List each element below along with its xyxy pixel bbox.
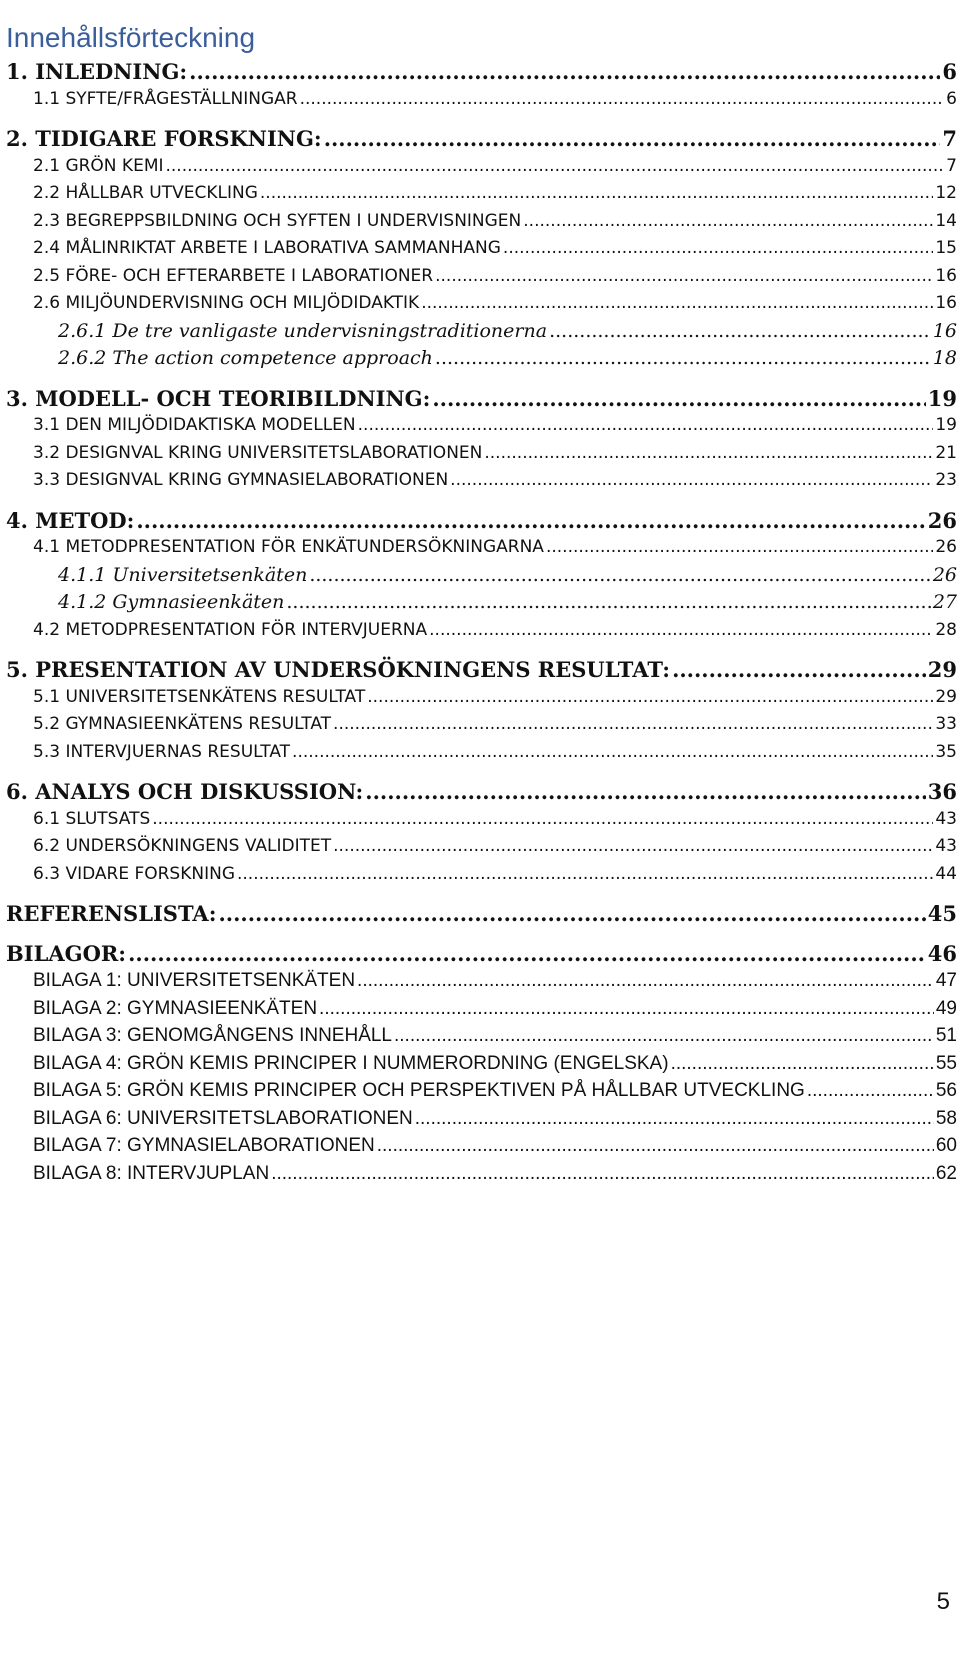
toc-entry-title: 4.2 METODPRESENTATION FÖR INTERVJUERNA	[33, 619, 428, 640]
toc-entry-title: 2.4 MÅLINRIKTAT ARBETE I LABORATIVA SAMMANHANG	[33, 238, 501, 258]
toc-entry-title: 2.5 FÖRE- OCH EFTERARBETE I LABORATIONER	[33, 265, 434, 286]
toc-entry-page: 29	[927, 657, 957, 682]
dot-leader	[319, 995, 934, 1023]
dot-leader	[484, 440, 933, 468]
toc-entry-page: 19	[927, 385, 957, 411]
toc-entry-page: 45	[927, 901, 957, 926]
appendix-entry[interactable]	[6, 1105, 957, 1133]
toc-entry-title: BILAGA 8: INTERVJUPLAN	[33, 1162, 270, 1184]
toc-entry[interactable]	[6, 562, 957, 590]
toc-entry-page: 47	[935, 970, 957, 991]
toc-entry-title: REFERENSLISTA:	[6, 901, 217, 926]
toc-entry[interactable]	[6, 153, 957, 181]
toc-entry[interactable]	[6, 617, 957, 645]
table-of-contents	[6, 58, 957, 1187]
toc-entry-title: BILAGA 4: GRÖN KEMIS PRINCIPER I NUMMERORDNING (ENGELSKA)	[33, 1052, 669, 1074]
toc-entry-title: 6.3 VIDARE FORSKNING	[33, 863, 235, 884]
toc-entry-title: 5. PRESENTATION AV UNDERSÖKNINGENS RESULTAT:	[6, 657, 671, 682]
dot-leader	[367, 684, 933, 712]
toc-entry-title: BILAGA 6: UNIVERSITETSLABORATIONEN	[33, 1107, 413, 1129]
toc-entry-page: 55	[935, 1052, 957, 1074]
toc-entry[interactable]	[6, 412, 957, 440]
toc-entry[interactable]	[6, 778, 957, 806]
toc-entry[interactable]	[6, 385, 957, 413]
toc-entry-title: 4.1 METODPRESENTATION FÖR ENKÄTUNDERSÖKNINGARNA	[33, 537, 544, 557]
toc-entry-page: 43	[935, 808, 957, 829]
toc-entry-page: 62	[935, 1162, 957, 1184]
toc-entry-title: 2.6 MILJÖUNDERVISNING OCH MILJÖDIDAKTIK	[33, 293, 420, 313]
toc-entry-page: 29	[935, 686, 957, 707]
toc-entry-page: 28	[935, 619, 957, 640]
dot-leader	[358, 412, 934, 440]
toc-entry[interactable]	[6, 806, 957, 834]
toc-entry[interactable]	[6, 180, 957, 208]
page-number: 5	[936, 1588, 950, 1615]
dot-leader	[218, 900, 925, 928]
dot-leader	[450, 467, 933, 495]
toc-entry-title: 6.2 UNDERSÖKNINGENS VALIDITET	[33, 836, 332, 856]
toc-entry[interactable]	[6, 507, 957, 535]
dot-leader	[672, 656, 926, 684]
dot-leader	[300, 86, 945, 114]
dot-leader	[333, 833, 933, 861]
toc-entry-page: 27	[932, 591, 957, 613]
toc-entry-page: 6	[942, 59, 957, 84]
dot-leader	[415, 1105, 934, 1133]
toc-entry[interactable]	[6, 589, 957, 617]
dot-leader	[237, 861, 933, 889]
toc-entry-title: 5.2 GYMNASIEENKÄTENS RESULTAT	[33, 714, 332, 734]
toc-entry-title: 6. ANALYS OCH DISKUSSION:	[6, 779, 364, 804]
dot-leader	[435, 263, 933, 291]
toc-entry-page: 60	[935, 1135, 957, 1156]
toc-entry-page: 23	[935, 470, 957, 490]
toc-entry-page: 33	[935, 714, 957, 734]
toc-entry-page: 15	[935, 238, 957, 258]
toc-entry[interactable]	[6, 739, 957, 767]
toc-entry-page: 35	[935, 741, 957, 762]
toc-entry[interactable]	[6, 534, 957, 562]
toc-entry-title: 3.1 DEN MILJÖDIDAKTISKA MODELLEN	[33, 415, 356, 435]
toc-entry[interactable]	[6, 58, 957, 86]
toc-entry-title: 6.1 SLUTSATS	[33, 808, 151, 829]
toc-entry-title: 2. TIDIGARE FORSKNING:	[6, 126, 322, 151]
dot-leader	[365, 778, 925, 806]
dot-leader	[671, 1050, 934, 1078]
dot-leader	[260, 180, 933, 208]
toc-entry[interactable]	[6, 345, 957, 373]
appendix-entry[interactable]	[6, 1050, 957, 1078]
dot-leader	[333, 711, 933, 739]
toc-entry-page: 12	[935, 183, 957, 203]
appendix-entry[interactable]	[6, 1132, 957, 1160]
dot-leader	[429, 617, 933, 645]
toc-entry-title: 4. METOD:	[6, 507, 135, 533]
dot-leader	[377, 1132, 934, 1160]
toc-entry-title: 2.6.1 De tre vanligaste undervisningstraditionerna	[58, 319, 548, 342]
toc-entry[interactable]	[6, 900, 957, 928]
toc-entry-title: 5.3 INTERVJUERNAS RESULTAT	[33, 741, 291, 762]
toc-entry-title: 2.1 GRÖN KEMI	[33, 155, 164, 176]
toc-entry-page: 6	[946, 88, 957, 109]
toc-entry-title: BILAGA 1: UNIVERSITETSENKÄTEN	[33, 970, 356, 991]
toc-entry-page: 43	[935, 836, 957, 856]
toc-entry-title: 5.1 UNIVERSITETSENKÄTENS RESULTAT	[33, 686, 366, 707]
page-title: Innehållsförteckning	[6, 21, 256, 53]
dot-leader	[546, 534, 933, 562]
toc-entry-title: 1.1 SYFTE/FRÅGESTÄLLNINGAR	[33, 88, 298, 109]
dot-leader	[807, 1077, 934, 1105]
toc-entry[interactable]	[6, 263, 957, 291]
toc-entry-page: 19	[935, 415, 957, 435]
appendix-entry[interactable]	[6, 1160, 957, 1188]
toc-entry-page: 26	[927, 507, 957, 533]
toc-entry-title: 4.1.1 Universitetsenkäten	[58, 563, 308, 586]
toc-entry-title: BILAGA 5: GRÖN KEMIS PRINCIPER OCH PERSPEKTIVEN PÅ HÅLLBAR UTVECKLING	[33, 1080, 805, 1101]
toc-entry[interactable]	[6, 235, 957, 263]
toc-entry[interactable]	[6, 86, 957, 114]
toc-entry[interactable]	[6, 861, 957, 889]
toc-entry[interactable]	[6, 833, 957, 861]
toc-entry-page: 16	[935, 265, 957, 286]
toc-entry-title: 2.6.2 The action competence approach	[58, 347, 433, 369]
toc-entry-page: 21	[935, 442, 957, 463]
dot-leader	[189, 58, 940, 86]
toc-entry-page: 16	[935, 293, 957, 313]
toc-entry[interactable]	[6, 711, 957, 739]
toc-entry-title: 1. INLEDNING:	[6, 59, 188, 84]
dot-leader	[152, 806, 933, 834]
toc-entry-title: 3.3 DESIGNVAL KRING GYMNASIELABORATIONEN	[33, 470, 449, 490]
toc-entry-title: 3.2 DESIGNVAL KRING UNIVERSITETSLABORATIONEN	[33, 442, 483, 463]
dot-leader	[324, 125, 941, 153]
toc-entry-page: 49	[935, 997, 957, 1019]
dot-leader	[394, 1022, 934, 1050]
appendix-entry[interactable]	[6, 995, 957, 1023]
toc-entry-title: 4.1.2 Gymnasieenkäten	[58, 591, 285, 613]
toc-entry-page: 58	[935, 1107, 957, 1129]
toc-entry[interactable]	[6, 125, 957, 153]
dot-leader	[421, 290, 933, 318]
toc-entry-page: 14	[935, 210, 957, 231]
toc-entry[interactable]	[6, 208, 957, 236]
toc-entry[interactable]	[6, 290, 957, 318]
dot-leader	[503, 235, 933, 263]
dot-leader	[523, 208, 933, 236]
toc-entry-page: 26	[935, 537, 957, 557]
toc-entry[interactable]	[6, 940, 957, 968]
appendix-entry[interactable]	[6, 1022, 957, 1050]
toc-entry-title: BILAGOR:	[6, 940, 127, 966]
appendix-entry[interactable]	[6, 1077, 957, 1105]
toc-entry[interactable]	[6, 467, 957, 495]
dot-leader	[292, 739, 933, 767]
toc-entry-page: 7	[942, 126, 957, 151]
dot-leader	[357, 967, 934, 995]
dot-leader	[549, 318, 931, 346]
dot-leader	[435, 345, 931, 373]
toc-entry-title: BILAGA 7: GYMNASIELABORATIONEN	[33, 1135, 375, 1156]
toc-entry-title: 2.3 BEGREPPSBILDNING OCH SYFTEN I UNDERVISNINGEN	[33, 210, 522, 231]
toc-entry-page: 18	[932, 347, 957, 369]
toc-entry-title: BILAGA 3: GENOMGÅNGENS INNEHÅLL	[33, 1025, 392, 1046]
toc-entry-page: 51	[935, 1025, 957, 1046]
toc-entry-page: 36	[927, 779, 957, 804]
dot-leader	[432, 385, 925, 413]
toc-entry-page: 26	[932, 563, 957, 586]
dot-leader	[309, 562, 931, 590]
dot-leader	[166, 153, 945, 181]
dot-leader	[271, 1160, 934, 1188]
toc-entry-page: 44	[935, 863, 957, 884]
toc-entry-title: 3. MODELL- OCH TEORIBILDNING:	[6, 385, 431, 411]
toc-entry[interactable]	[6, 318, 957, 346]
toc-entry-page: 46	[927, 940, 957, 966]
toc-entry-page: 16	[932, 319, 957, 342]
toc-entry-page: 7	[946, 155, 957, 176]
toc-entry[interactable]	[6, 684, 957, 712]
toc-entry-title: 2.2 HÅLLBAR UTVECKLING	[33, 183, 258, 203]
toc-entry-title: BILAGA 2: GYMNASIEENKÄTEN	[33, 997, 318, 1019]
dot-leader	[128, 940, 926, 968]
dot-leader	[286, 589, 930, 617]
appendix-entry[interactable]	[6, 967, 957, 995]
toc-entry[interactable]	[6, 440, 957, 468]
dot-leader	[136, 507, 925, 535]
toc-entry-page: 56	[935, 1080, 957, 1101]
toc-entry[interactable]	[6, 656, 957, 684]
